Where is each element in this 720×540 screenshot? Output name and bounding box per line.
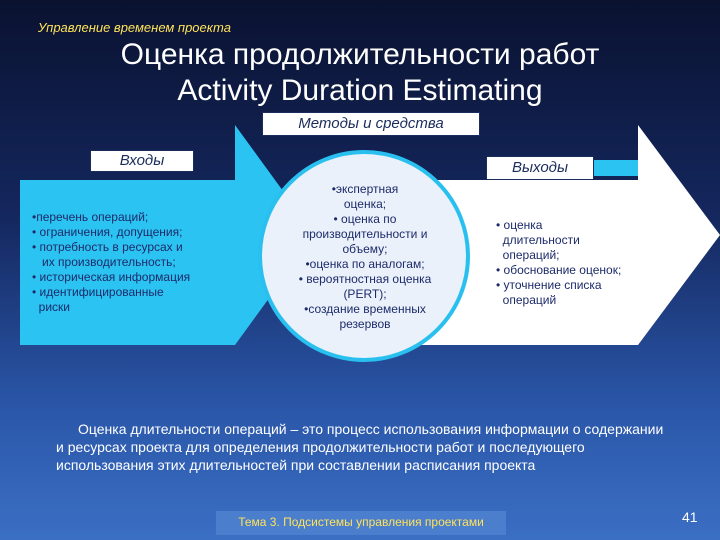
page-number: 41: [682, 509, 698, 525]
list-item: (PERT);: [343, 287, 387, 301]
outputs-list: [496, 218, 656, 308]
list-item: операций: [496, 293, 557, 307]
list-item: • оценка: [496, 218, 543, 232]
list-item: резервов: [339, 317, 391, 331]
list-item: •создание временных: [304, 302, 426, 316]
list-item: • уточнение списка: [496, 278, 602, 292]
list-item: длительности: [496, 233, 580, 247]
list-item: • вероятностная оценка: [298, 272, 432, 286]
list-item: •оценка по аналогам;: [305, 257, 425, 271]
inputs-label: Входы: [90, 150, 194, 172]
list-item: оценка;: [343, 197, 387, 211]
list-item: риски: [32, 300, 70, 314]
page-title-en: Activity Duration Estimating: [177, 74, 543, 107]
list-item: •экспертная: [331, 182, 399, 196]
definition-text: Оценка длительности операций – это процесс использования информации о содержании и ресурсах проекта для определения продолжительности работ и последующего использования этих длительностей при составлении расписания проекта: [56, 421, 664, 473]
page-title-ru: Оценка продолжительности работ: [120, 38, 600, 71]
list-item: • идентифицированные: [32, 285, 164, 299]
list-item: объему;: [342, 242, 388, 256]
list-item: их производительность;: [32, 255, 176, 269]
list-item: операций;: [496, 248, 560, 262]
list-item: •перечень операций;: [32, 210, 149, 224]
outputs-label: Выходы: [486, 156, 594, 180]
list-item: • историческая информация: [32, 270, 191, 284]
methods-list: [283, 182, 447, 332]
list-item: производительности и: [302, 227, 428, 241]
methods-label: Методы и средства: [262, 112, 480, 136]
list-item: • потребность в ресурсах и: [32, 240, 183, 254]
list-item: • обоснование оценок;: [496, 263, 622, 277]
course-title: Управление временем проекта: [38, 20, 231, 35]
definition-paragraph: [56, 420, 664, 474]
inputs-list: [32, 210, 242, 315]
footer-topic: Тема 3. Подсистемы управления проектами: [216, 511, 506, 535]
list-item: • оценка по: [333, 212, 397, 226]
list-item: • ограничения, допущения;: [32, 225, 183, 239]
